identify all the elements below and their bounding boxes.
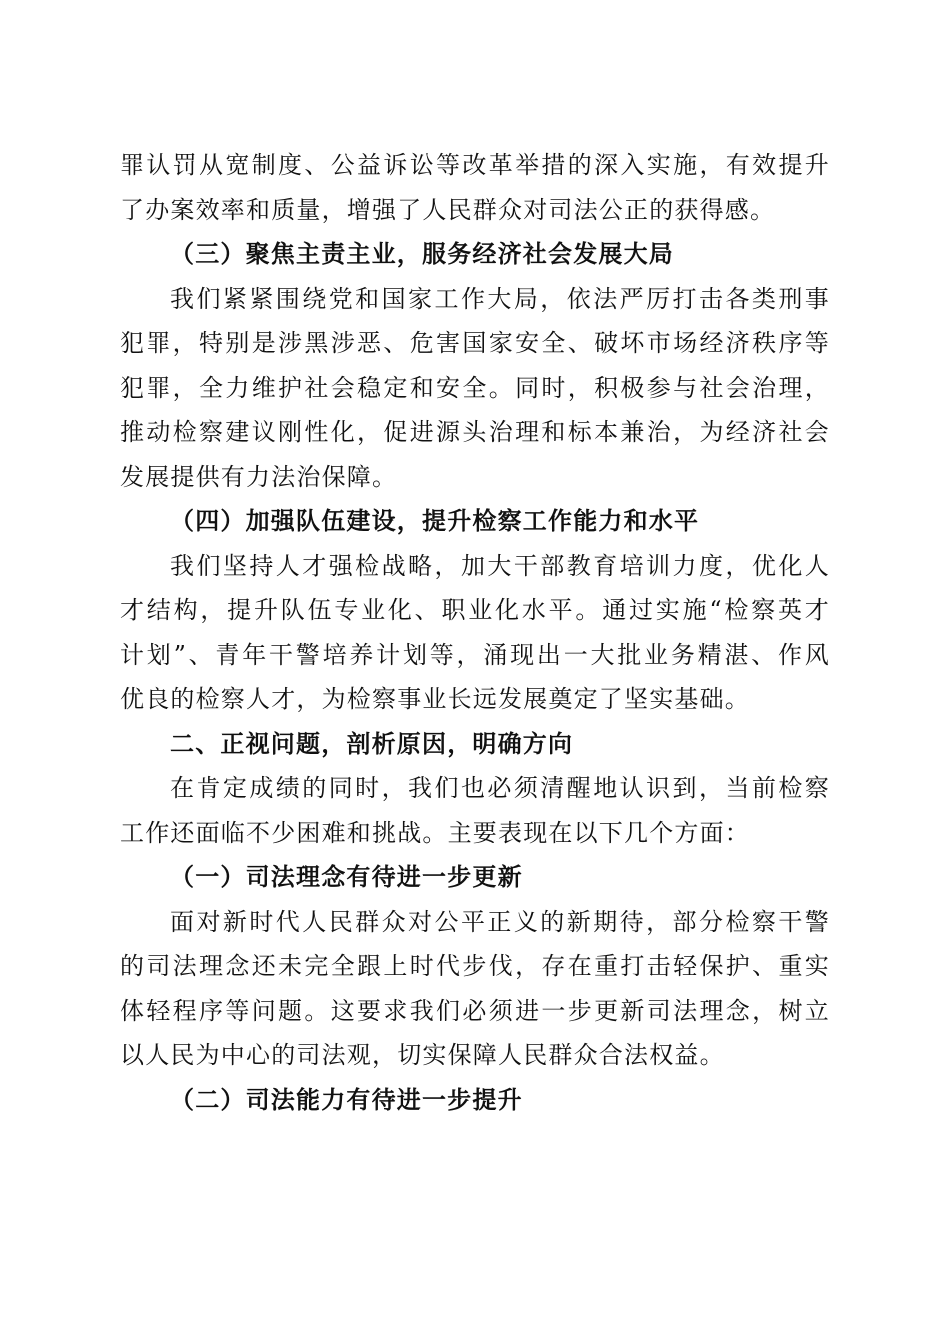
- body-line: 我们坚持人才强检战略，加大干部教育培训力度，优化人: [170, 551, 830, 580]
- body-line: 优良的检察人才，为检察事业长远发展奠定了坚实基础。: [120, 685, 750, 713]
- body-line: 体轻程序等问题。这要求我们必须进一步更新司法理念，树立: [120, 996, 830, 1025]
- body-line: 犯罪，特别是涉黑涉恶、危害国家安全、破坏市场经济秩序等: [120, 329, 830, 357]
- body-line: 罪认罚从宽制度、公益诉讼等改革举措的深入实施，有效提升: [120, 151, 830, 179]
- section-heading: 二、正视问题，剖析原因，明确方向: [170, 728, 574, 758]
- body-line: 以人民为中心的司法观，切实保障人民群众合法权益。: [120, 1041, 725, 1069]
- body-line: 面对新时代人民群众对公平正义的新期待，部分检察干警: [170, 907, 830, 936]
- body-line: 工作还面临不少困难和挑战。主要表现在以下几个方面：: [120, 818, 750, 847]
- body-line: 的司法理念还未完全跟上时代步伐，存在重打击轻保护、重实: [120, 952, 830, 980]
- body-line: 计划”、青年干警培养计划等，涌现出一大批业务精湛、作风: [120, 640, 830, 669]
- subsection-heading: （一）司法理念有待进一步更新: [170, 862, 523, 891]
- subsection-heading: （四）加强队伍建设，提升检察工作能力和水平: [170, 506, 700, 535]
- body-line: 发展提供有力法治保障。: [120, 462, 398, 491]
- body-line: 才结构，提升队伍专业化、职业化水平。通过实施“检察英才: [120, 596, 830, 624]
- subsection-heading: （三）聚焦主责主业，服务经济社会发展大局: [170, 239, 674, 268]
- document-body: [120, 143, 830, 1122]
- body-line: 我们紧紧围绕党和国家工作大局，依法严厉打击各类刑事: [170, 284, 830, 313]
- body-line: 犯罪，全力维护社会稳定和安全。同时，积极参与社会治理，: [120, 373, 830, 402]
- body-line: 了办案效率和质量，增强了人民群众对司法公正的获得感。: [120, 195, 776, 224]
- subsection-heading: （二）司法能力有待进一步提升: [170, 1084, 523, 1114]
- body-line: 推动检察建议刚性化，促进源头治理和标本兼治，为经济社会: [120, 418, 830, 446]
- body-line: 在肯定成绩的同时，我们也必须清醒地认识到，当前检察: [170, 774, 830, 802]
